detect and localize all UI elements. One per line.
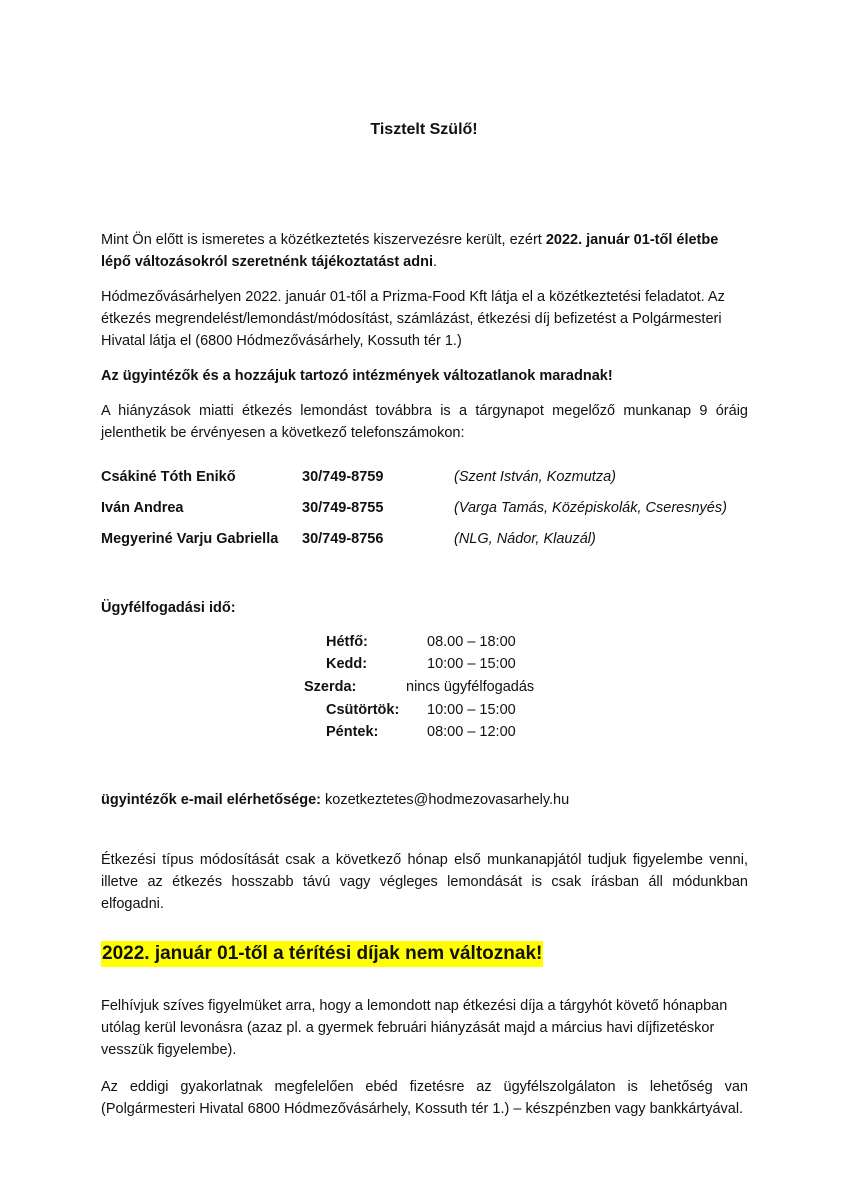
provider-paragraph: Hódmezővásárhelyen 2022. január 01-től a Prizma-Food Kft látja el a közétkeztetési feladatot. Az étkezés megrendelést/lemondást/módosítást, számlázást, étkezési díj befizetést a Polgármesteri Hivatal látja el (6800 Hódmezővásárhely, Kossuth tér 1.) xyxy=(101,289,725,349)
contact-phone: 30/749-8759 xyxy=(302,469,384,485)
contact-institutions: (Szent István, Kozmutza) xyxy=(454,469,616,485)
email-label: ügyintézők e-mail elérhetősége: xyxy=(101,792,321,808)
contact-institutions: (NLG, Nádor, Klauzál) xyxy=(454,531,596,547)
attention-paragraph: Felhívjuk szíves figyelmüket arra, hogy a lemondott nap étkezési díja a tárgyhót követő hónapban utólag kerül levonásra (azaz pl. a gyermek februári hiányzását majd a március havi díjfizetéskor vesszük figyelembe). xyxy=(101,998,728,1058)
hours-time: 10:00 – 15:00 xyxy=(427,656,516,672)
email-line xyxy=(101,792,569,808)
contact-name: Iván Andrea xyxy=(101,500,184,516)
intro-text: Mint Ön előtt is ismeretes a közétkeztetés kiszervezésre került, ezért xyxy=(101,232,546,248)
page-title: Tisztelt Szülő! xyxy=(370,121,478,138)
payment-paragraph: Az eddigi gyakorlatnak megfelelően ebéd fizetésre az ügyfélszolgálaton is lehetőség van (Polgármesteri Hivatal 6800 Hódmezővásárhely, Kossuth tér 1.) – készpénzben vagy bankkártyával. xyxy=(101,1079,748,1117)
hours-day: Csütörtök: xyxy=(326,702,400,718)
hours-day: Péntek: xyxy=(326,724,379,740)
contact-institutions: (Varga Tamás, Középiskolák, Cseresnyés) xyxy=(454,500,727,516)
contact-phone: 30/749-8755 xyxy=(302,500,384,516)
unchanged-notice: Az ügyintézők és a hozzájuk tartozó intézmények változatlanok maradnak! xyxy=(101,368,613,384)
contact-name: Megyeriné Varju Gabriella xyxy=(101,531,279,547)
contact-phone: 30/749-8756 xyxy=(302,531,384,547)
hours-day: Szerda: xyxy=(304,679,357,695)
hours-time: 08.00 – 18:00 xyxy=(427,634,516,650)
hours-time: 10:00 – 15:00 xyxy=(427,702,516,718)
modify-paragraph: Étkezési típus módosítását csak a következő hónap első munkanapjától tudjuk figyelembe venni, illetve az étkezés hosszabb távú vagy végleges lemondását is csak írásban áll módunkban elfogadni. xyxy=(101,852,748,912)
hours-time: 08:00 – 12:00 xyxy=(427,724,516,740)
hours-heading: Ügyfélfogadási idő: xyxy=(101,600,236,616)
hours-day: Hétfő: xyxy=(326,634,368,650)
contact-name: Csákiné Tóth Enikő xyxy=(101,469,236,485)
absence-paragraph: A hiányzások miatti étkezés lemondást továbbra is a tárgynapot megelőző munkanap 9 óráig jelenthetik be érvényesen a következő telefonszámokon: xyxy=(101,403,748,441)
intro-end: . xyxy=(433,254,438,270)
intro-bold-text: 2022. január 01-től életbe lépő változásokról szeretnénk tájékoztatást adni xyxy=(101,232,719,270)
email-address[interactable]: kozetkeztetes@hodmezovasarhely.hu xyxy=(325,792,570,808)
hours-time: nincs ügyfélfogadás xyxy=(406,679,535,695)
hours-day: Kedd: xyxy=(326,656,368,672)
intro-paragraph xyxy=(101,229,748,273)
fees-unchanged-highlight: 2022. január 01-től a térítési díjak nem változnak! xyxy=(101,941,543,967)
